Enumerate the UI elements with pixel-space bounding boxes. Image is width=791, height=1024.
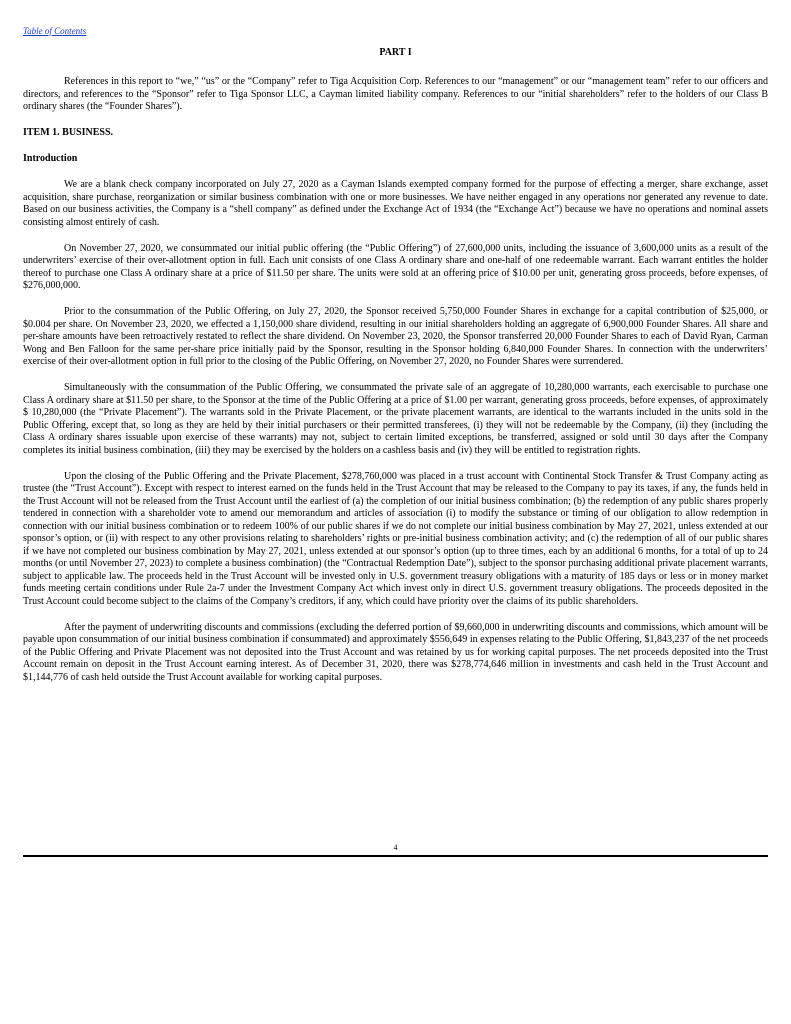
paragraph-net-proceeds: After the payment of underwriting discounts and commissions (excluding the deferred portion of $9,660,000 in underwriting discounts and commissions, which amount will be payable upon consummation of our initial business combination if consummated) and approximately $556,649 in expenses relating to the Public Offering, $1,843,237 of the net proceeds of the Public Offering and Private Placement was not deposited into the Trust Account and was retained by us for working capital purposes. The net proceeds deposited into the Trust Account remain on deposit in the Trust Account earning interest. As of December 31, 2020, there was $278,774,646 million in investments and cash held in the Trust Account and $1,144,776 of cash held outside the Trust Account available for working capital purposes. [23,621,768,683]
page-number: 4 [393,843,398,852]
paragraph-private-placement: Simultaneously with the consummation of the Public Offering, we consummated the private sale of an aggregate of 10,280,000 warrants, each exercisable to purchase one Class A ordinary share at $11.50 per share, to the Sponsor at the time of the Public Offering at a price of $1.00 per warrant, generating gross proceeds, before expenses, of approximately $ 10,280,000 (the “Private Placement”). The warrants sold in the Private Placement, or the private placement warrants, are identical to the warrants included in the units sold in the Public Offering, except that, so long as they are held by their initial purchasers or their permitted transferees, (i) they will not be redeemable by the Company, (ii) they (including the Class A ordinary shares issuable upon exercise of these warrants) may not, subject to certain limited exceptions, be transferred, assigned or sold until 30 days after the Company completes its initial business combination, (iii) they may be exercised by the holders on a cashless basis and (iv) they will be entitled to registration rights. [23,382,768,456]
table-of-contents-link[interactable]: Table of Contents [23,26,87,36]
document-body [23,76,768,684]
item-heading: ITEM 1. BUSINESS. [23,127,114,138]
section-heading: Introduction [23,153,78,164]
footer-divider [23,855,768,857]
intro-paragraph: References in this report to “we,” “us” or the “Company” refer to Tiga Acquisition Corp. References to our “management” or our “management team” refer to our officers and directors, and references to the “Sponsor” refer to Tiga Sponsor LLC, a Cayman limited liability company. References to our “initial shareholders” refer to the holders of our Class B ordinary shares (the “Founder Shares”). [23,76,768,112]
paragraph-company-overview: We are a blank check company incorporated on July 27, 2020 as a Cayman Islands exempted company formed for the purpose of effecting a merger, share exchange, asset acquisition, share purchase, reorganization or similar business combination with one or more businesses. We have neither engaged in any operations nor generated any revenue to date. Based on our business activities, the Company is a “shell company” as defined under the Exchange Act of 1934 (the “Exchange Act”) because we have no operations and nominal assets consisting almost entirely of cash. [23,179,768,228]
part-title: PART I [379,47,412,58]
paragraph-public-offering: On November 27, 2020, we consummated our initial public offering (the “Public Offering”) of 27,600,000 units, including the issuance of 3,600,000 units as a result of the underwriters’ exercise of their over-allotment option in full. Each unit consists of one Class A ordinary share and one-half of one redeemable warrant. Each warrant entitles the holder thereof to purchase one Class A ordinary share at a price of $11.50 per share. The units were sold at an offering price of $10.00 per unit, generating gross proceeds, before expenses, of $276,000,000. [23,242,768,291]
paragraph-founder-shares: Prior to the consummation of the Public Offering, on July 27, 2020, the Sponsor received 5,750,000 Founder Shares in exchange for a capital contribution of $25,000, or $0.004 per share. On November 23, 2020, we effected a 1,150,000 share dividend, resulting in our initial shareholders holding an aggregate of 6,900,000 Founder Shares. All share and per-share amounts have been retroactively restated to reflect the share dividend. On November 23, 2020, the Sponsor transferred 20,000 Founder Shares to each of David Ryan, Carman Wong and Ben Falloon for the same per-share price initially paid by the Sponsor, resulting in the Sponsor holding 6,840,000 Founder Shares. In connection with the underwriters’ exercise of their over-allotment option in full prior to the closing of the Public Offering, on November 27, 2020, no Founder Shares were surrendered. [23,306,768,367]
paragraph-trust-account: Upon the closing of the Public Offering and the Private Placement, $278,760,000 was placed in a trust account with Continental Stock Transfer & Trust Company acting as trustee (the “Trust Account”). Except with respect to interest earned on the funds held in the Trust Account that may be released to the Company to pay its taxes, if any, the funds held in the Trust Account will not be released from the Trust Account until the earliest of (a) the completion of our initial business combination; (b) the redemption of any public shares properly tendered in connection with a shareholder vote to amend our memorandum and articles of association (i) to modify the substance or timing of our obligation to allow redemption in connection with our initial business combination or to redeem 100% of our public shares if we do not complete our initial business combination by May 27, 2021, unless extended at our sponsor’s option, or (ii) with respect to any other provisions relating to shareholders’ rights or pre-initial business combination activity; and (c) the redemption of all of our public shares if we have not completed our business combination by May 27, 2021, unless extended at our sponsor’s option (up to three times, each by an additional 6 months, for a total of up to 24 months (or until November 27, 2023) to complete a business combination) (the “Contractual Redemption Date”), subject to the sponsor purchasing additional private placement warrants, subject to applicable law. The proceeds held in the Trust Account will be invested only in U.S. government treasury obligations with a maturity of 185 days or less or in money market funds meeting certain conditions under Rule 2a-7 under the Investment Company Act which invest only in direct U.S. government treasury obligations. The proceeds deposited in the Trust Account could become subject to the claims of the Company’s creditors, if any, which could have priority over the claims of its public shareholders. [23,470,768,607]
